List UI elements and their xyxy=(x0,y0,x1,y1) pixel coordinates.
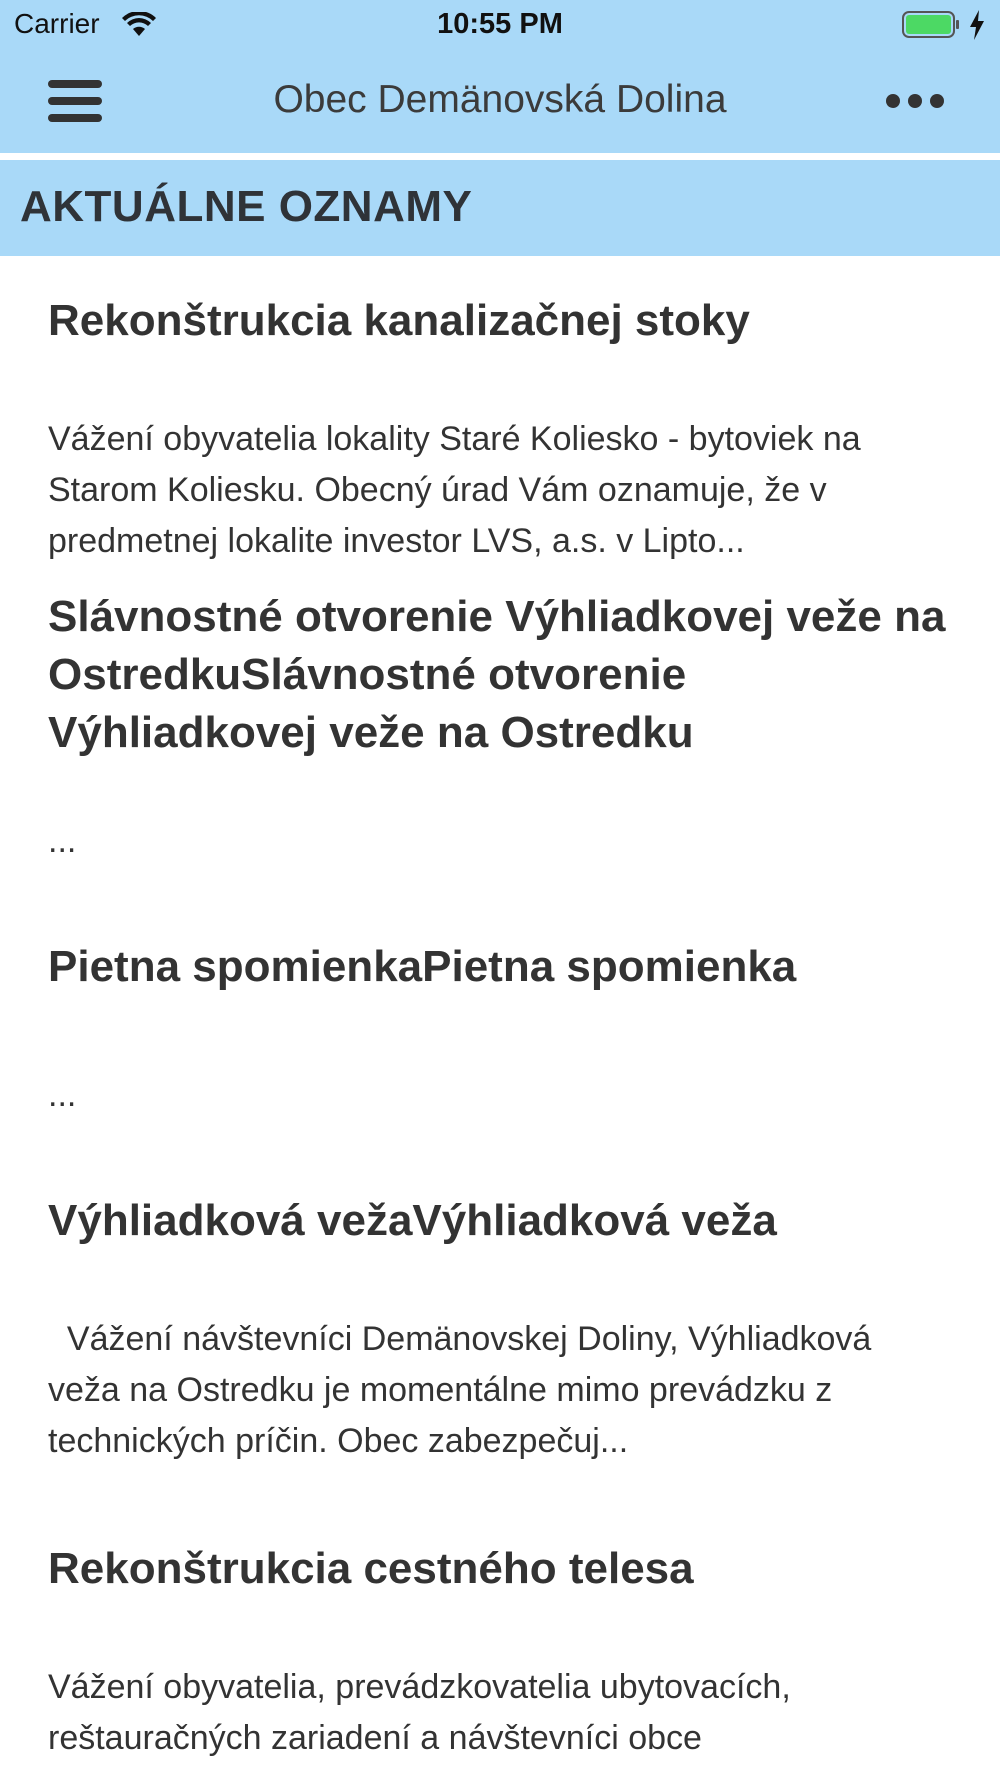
announcement-body: ... xyxy=(48,1076,77,1114)
announcement-body: Vážení obyvatelia lokality Staré Koliesko - bytoviek na Starom Koliesku. Obecný úrad Vám oznamuje, že v predmetnej lokalite investor LVS, a.s. v Lipto... xyxy=(48,420,861,560)
carrier-label: Carrier xyxy=(14,8,100,39)
more-dots-icon[interactable] xyxy=(884,88,946,114)
battery-icon xyxy=(902,11,960,38)
page-title: Obec Demänovská Dolina xyxy=(273,78,727,121)
status-time: 10:55 PM xyxy=(437,8,563,40)
section-header xyxy=(0,160,1000,256)
status-bar xyxy=(0,0,1000,50)
announcement-item[interactable] xyxy=(0,932,1000,1170)
announcement-body: Vážení obyvatelia, prevádzkovatelia ubytovacích, reštauračných zariadení a návštevníci obce xyxy=(48,1668,791,1757)
navigation-bar xyxy=(0,50,1000,153)
section-title: AKTUÁLNE OZNAMY xyxy=(20,182,473,231)
announcement-title: Rekonštrukcia kanalizačnej stoky xyxy=(48,296,750,345)
announcement-body: Vážení návštevníci Demänovskej Doliny, Výhliadková veža na Ostredku je momentálne mimo prevádzku z technických príčin. Obec zabezpečuj... xyxy=(48,1320,881,1460)
announcement-title: Výhliadková vežaVýhliadková veža xyxy=(48,1196,777,1245)
charging-bolt-icon xyxy=(968,10,986,40)
announcement-title: Rekonštrukcia cestného telesa xyxy=(48,1544,694,1593)
announcement-title: Slávnostné otvorenie Výhliadkovej veže na OstredkuSlávnostné otvorenie Výhliadkovej veže na Ostredku xyxy=(48,592,946,757)
announcement-item[interactable] xyxy=(0,1520,1000,1764)
hamburger-menu-icon[interactable] xyxy=(48,80,102,122)
announcement-item[interactable] xyxy=(0,1170,1000,1520)
announcement-title: Pietna spomienkaPietna spomienka xyxy=(48,942,797,991)
announcement-item[interactable] xyxy=(0,558,1000,932)
announcement-body: ... xyxy=(48,822,77,860)
announcement-list xyxy=(0,256,1000,1764)
top-header xyxy=(0,0,1000,155)
announcement-item[interactable] xyxy=(0,256,1000,558)
